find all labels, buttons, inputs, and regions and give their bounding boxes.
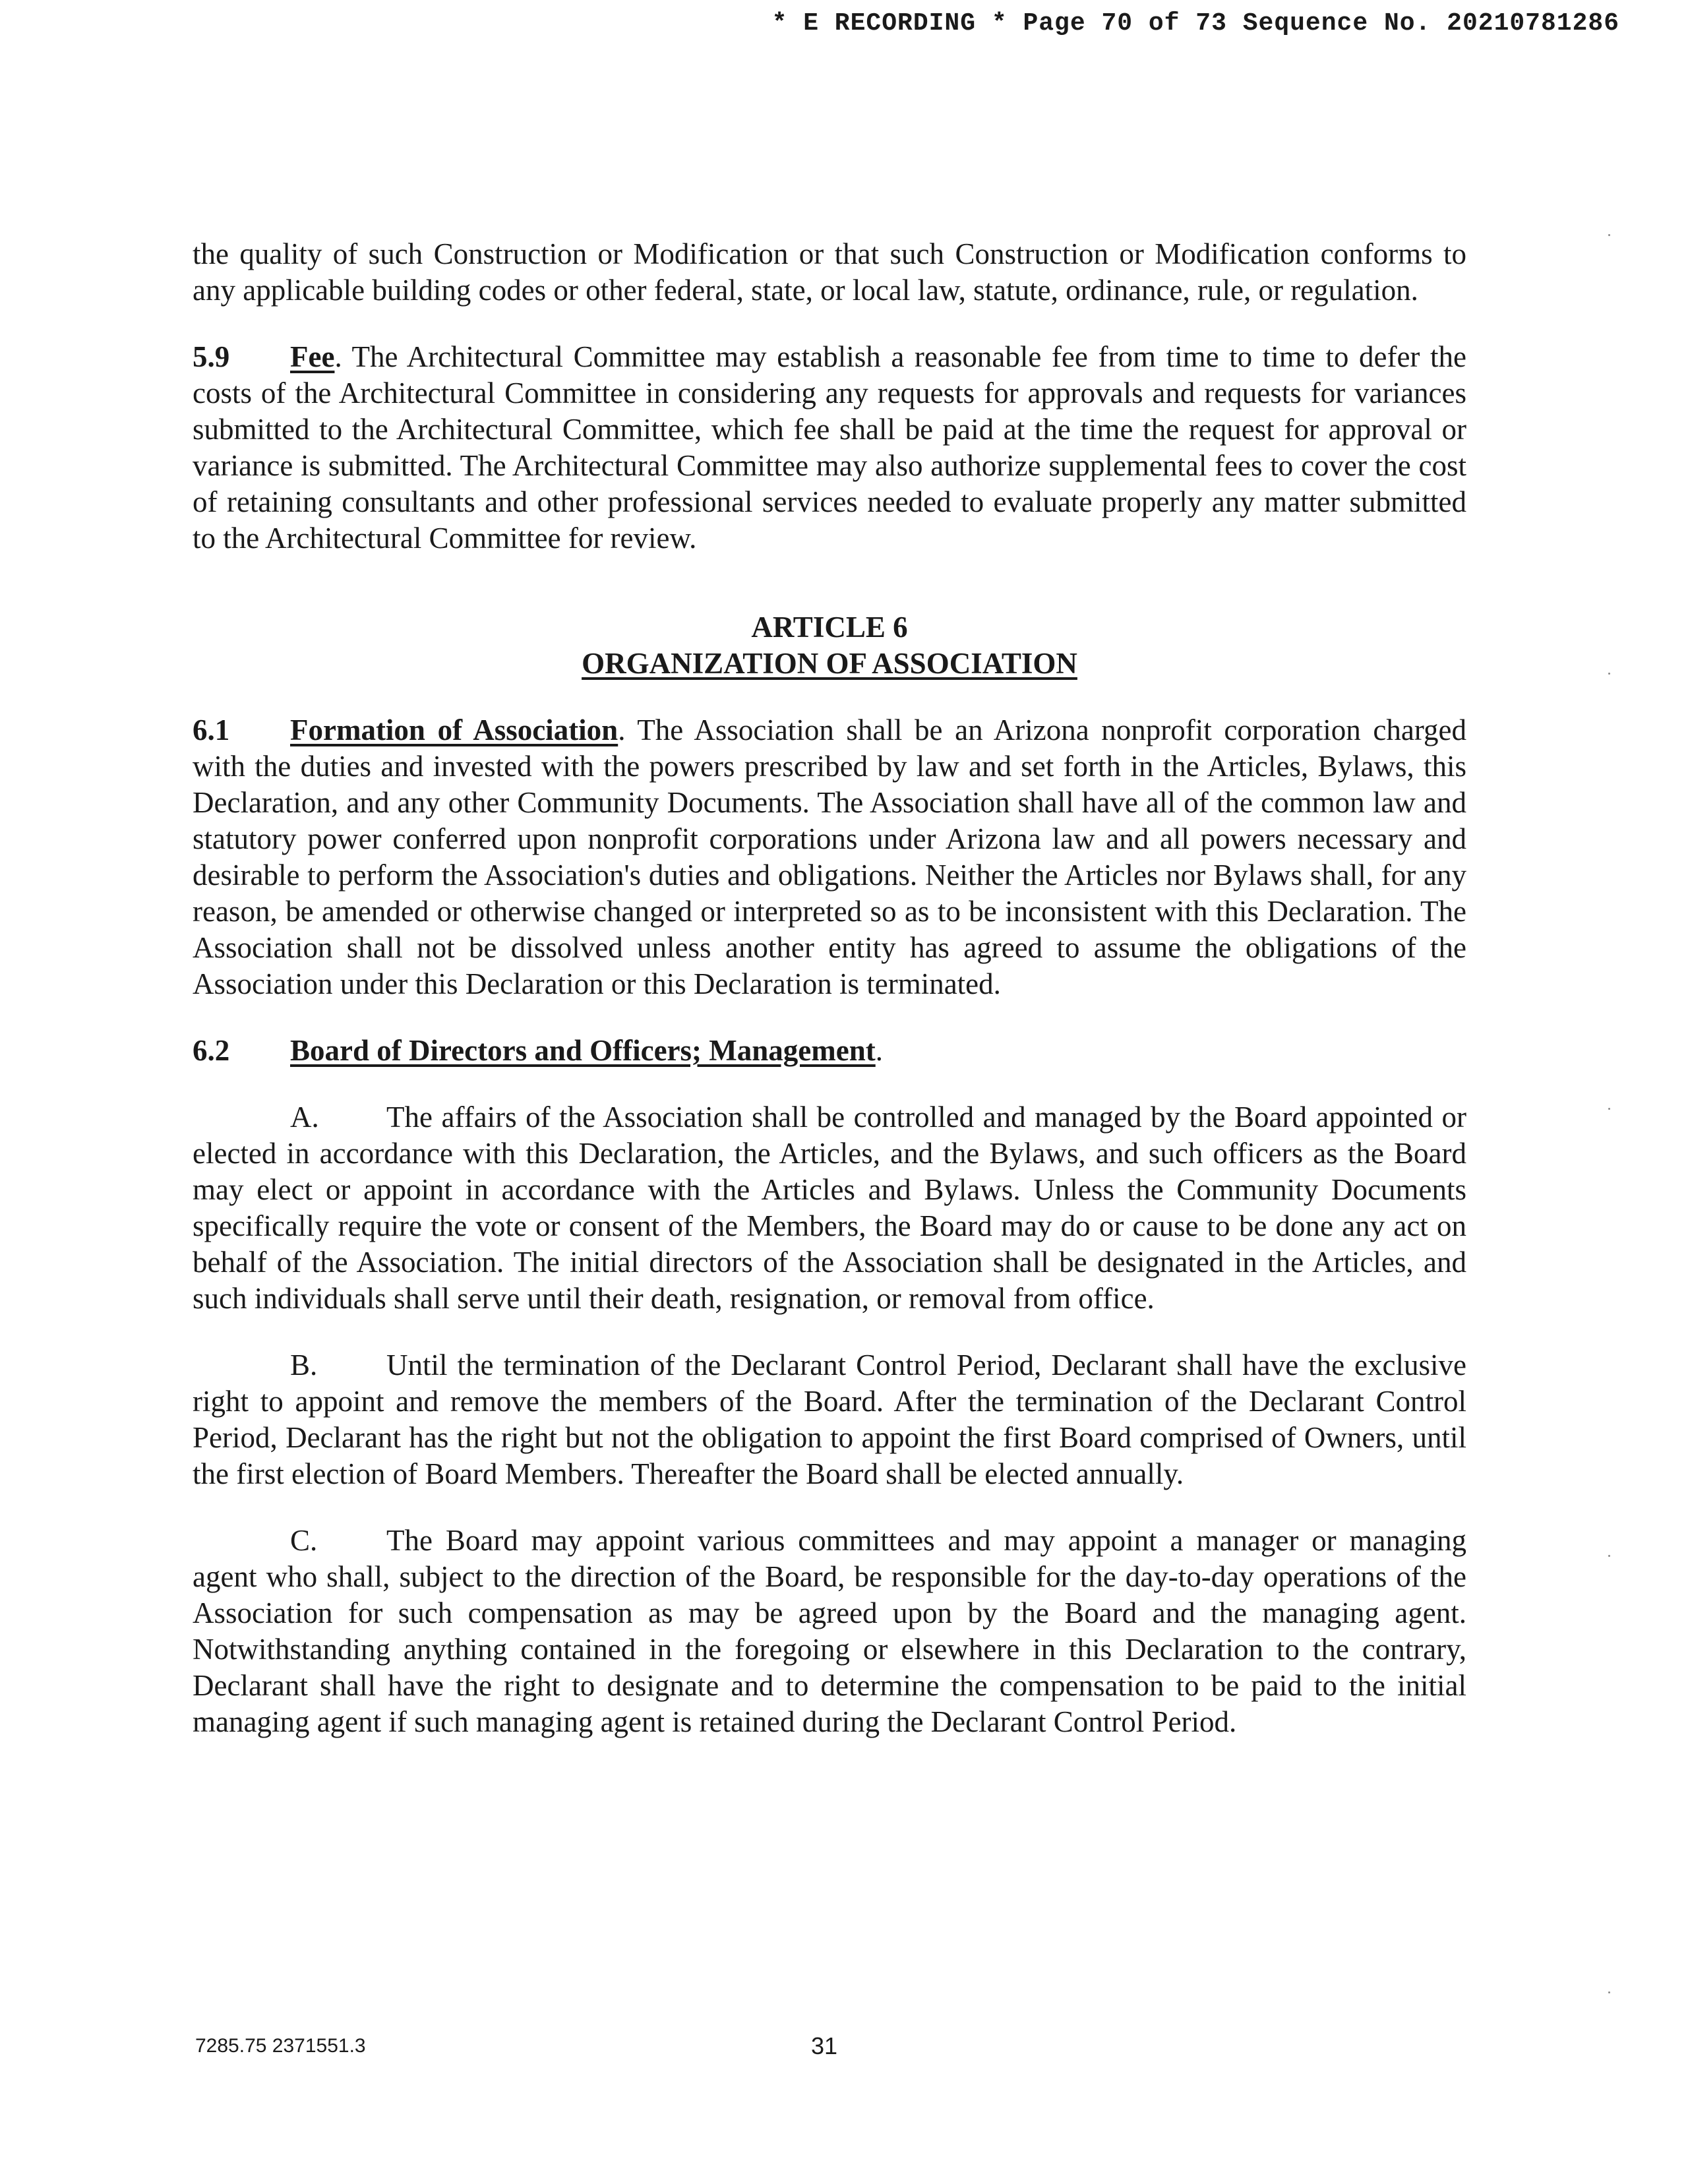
subparagraph-c: [193, 1523, 1466, 1740]
article-title: ORGANIZATION OF ASSOCIATION: [582, 647, 1077, 680]
section-6-1: [193, 712, 1466, 1002]
document-code: 7285.75 2371551.3: [195, 2035, 366, 2057]
subparagraph-text: Until the termination of the Declarant Control Period, Declarant shall have the exclusive right to appoint and remove the members of the Board. After the termination of the Declarant Control Period, Declarant has the right but not the obligation to appoint the first Board comprised of Owners, until the first election of Board Members. Thereafter the Board shall be elected annually.: [193, 1349, 1466, 1490]
section-text: . The Architectural Committee may establish a reasonable fee from time to time to defer the costs of the Architectural Committee in considering any requests for approvals and requests for variances submitted to the Architectural Committee, which fee shall be paid at the time the request for approval or variance is submitted. The Architectural Committee may also authorize supplemental fees to cover the cost of retaining consultants and other professional services needed to evaluate properly any matter submitted to the Architectural Committee for review.: [193, 340, 1466, 555]
scan-speck: [1608, 1108, 1610, 1110]
subparagraph-letter: C.: [290, 1524, 318, 1557]
subparagraph-b: [193, 1347, 1466, 1492]
article-label: ARTICLE 6: [751, 611, 908, 644]
section-heading: Formation of Association: [290, 713, 618, 746]
scan-speck: [1608, 1555, 1610, 1557]
section-6-2-heading: [193, 1033, 1466, 1069]
subparagraph-text: The affairs of the Association shall be controlled and managed by the Board appointed or elected in accordance with this Declaration, the Articles, and the Bylaws, and such officers as the Board may elect or appoint in accordance with the Articles and Bylaws. Unless the Community Documents specifically require the vote or consent of the Members, the Board may do or cause to be done any act on behalf of the Association. The initial directors of the Association shall be designated in the Articles, and such individuals shall serve until their death, resignation, or removal from office.: [193, 1101, 1466, 1315]
subparagraph-letter: A.: [290, 1101, 319, 1134]
section-heading: Board of Directors and Officers; Management: [290, 1034, 876, 1067]
subparagraph-a: [193, 1099, 1466, 1317]
section-5-9: [193, 339, 1466, 557]
section-heading-period: .: [875, 1034, 883, 1067]
recording-header: * E RECORDING * Page 70 of 73 Sequence No. 20210781286: [771, 9, 1619, 38]
scan-speck: [1608, 673, 1610, 675]
scan-speck: [1608, 234, 1610, 236]
scan-speck: [1608, 1991, 1610, 1993]
page-number: 31: [811, 2032, 838, 2059]
section-number: 6.2: [193, 1034, 230, 1067]
subparagraph-text: The Board may appoint various committees and may appoint a manager or managing agent who shall, subject to the direction of the Board, be responsible for the day-to-day operations of the Association for such compensation as may be agreed upon by the Board and the managing agent. Notwithstanding anything contained in the foregoing or elsewhere in this Declaration to the contrary, Declarant shall have the right to designate and to determine the compensation to be paid to the initial managing agent if such managing agent is retained during the Declarant Control Period.: [193, 1524, 1466, 1738]
section-number: 5.9: [193, 340, 230, 373]
document-body: [193, 236, 1466, 1740]
section-text: . The Association shall be an Arizona nonprofit corporation charged with the duties and invested with the powers prescribed by law and set forth in the Articles, Bylaws, this Declaration, and any other Community Documents. The Association shall have all of the common law and statutory power conferred upon nonprofit corporations under Arizona law and all powers necessary and desirable to perform the Association's duties and obligations. Neither the Articles nor Bylaws shall, for any reason, be amended or otherwise changed or interpreted so as to be inconsistent with this Declaration. The Association shall not be dissolved unless another entity has agreed to assume the obligations of the Association under this Declaration or this Declaration is terminated.: [193, 713, 1466, 1000]
section-number: 6.1: [193, 713, 230, 746]
section-heading: Fee: [290, 340, 335, 373]
subparagraph-letter: B.: [290, 1349, 318, 1381]
continuation-paragraph: the quality of such Construction or Modification or that such Construction or Modification conforms to any applicable building codes or other federal, state, or local law, statute, ordinance, rule, or regulation.: [193, 237, 1466, 307]
